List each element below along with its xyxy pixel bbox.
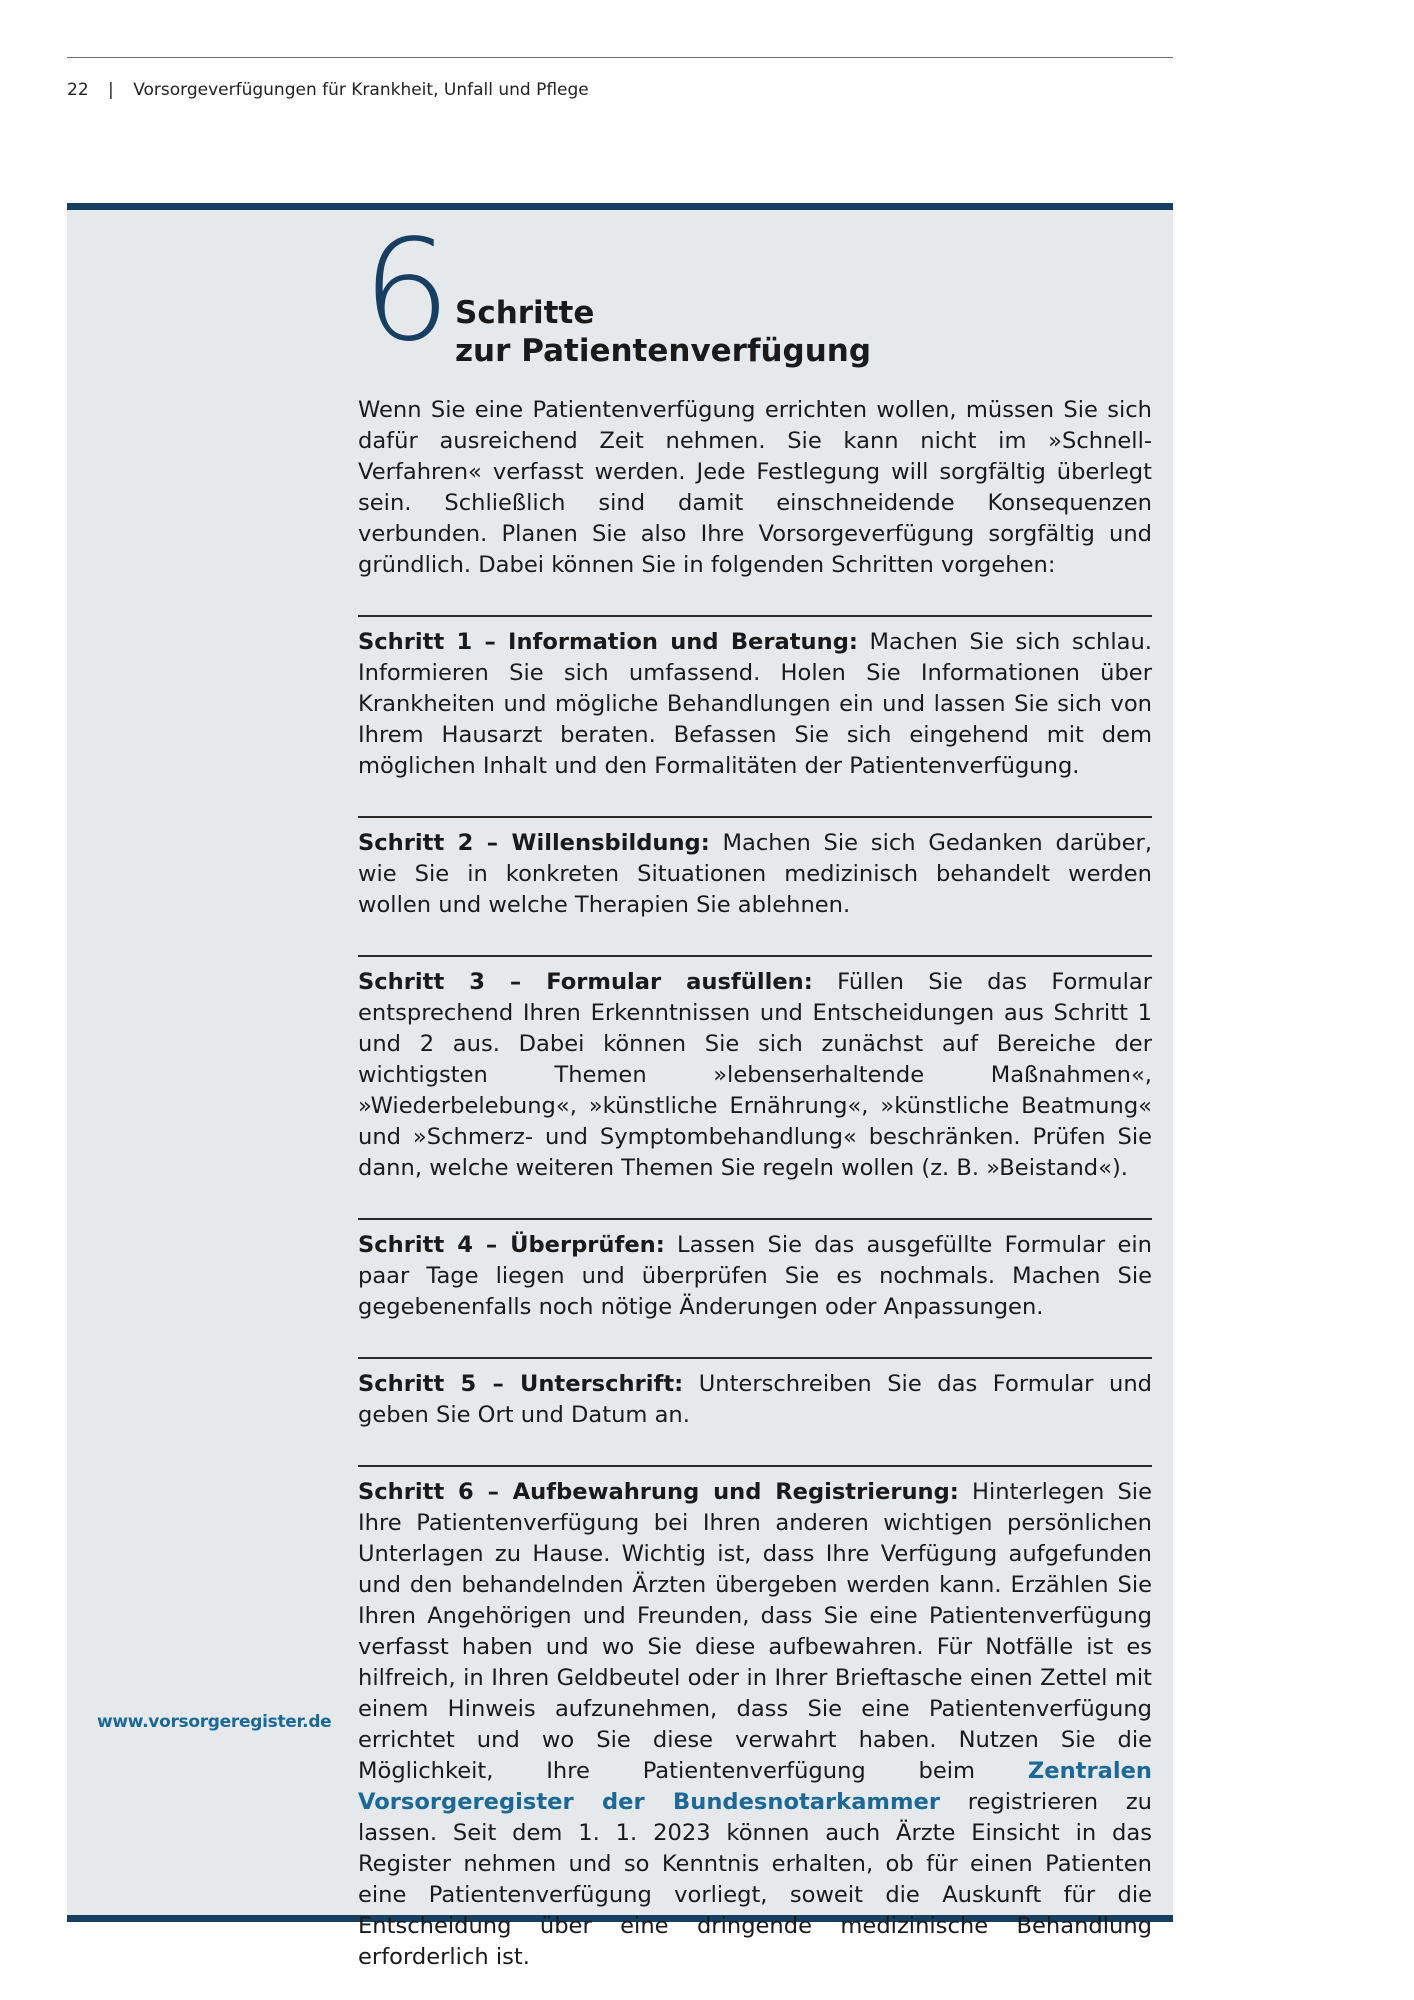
step-4-label: Schritt 4 – Überprüfen: <box>358 1232 665 1258</box>
step-2-text: Machen Sie sich Gedanken darüber, wie Sie in konkreten Situationen medizinisch behandelt werden wollen und welche Therapien Sie ablehnen. <box>358 830 1153 918</box>
box-heading <box>358 210 1152 373</box>
box-title-line1: Schritte <box>455 295 595 331</box>
step-6-text-after: registrieren zu lassen. Seit dem 1. 1. 2023 können auch Ärzte Einsicht in das Register nehmen und so Kenntnis erhalten, ob für einen Patienten eine Patientenverfügung vorliegt, soweit die Auskunft für die Entscheidung über eine dringende medizinische Behandlung erforderlich ist. <box>358 1789 1153 1970</box>
step-4-text: Lassen Sie das ausgefüllte Formular ein paar Tage liegen und überprüfen Sie es nochmals. Machen Sie gegebenenfalls noch nötige Änderungen oder Anpassungen. <box>358 1232 1152 1320</box>
running-header <box>67 80 589 100</box>
step-4 <box>358 1218 1152 1323</box>
margin-link-vorsorgeregister[interactable]: www.vorsorgeregister.de <box>97 1712 332 1732</box>
step-5-label: Schritt 5 – Unterschrift: <box>358 1371 684 1397</box>
step-1-text: Machen Sie sich schlau. Informieren Sie sich umfassend. Holen Sie Informationen über Krankheiten und mögliche Behandlungen ein und lassen Sie sich von Ihrem Hausarzt beraten. Befassen Sie sich eingehend mit dem möglichen Inhalt und den Formalitäten der Patientenverfügung. <box>358 629 1152 779</box>
step-5 <box>358 1357 1152 1431</box>
step-2-label: Schritt 2 – Willensbildung: <box>358 830 710 856</box>
running-title: Vorsorgeverfügungen für Krankheit, Unfall und Pflege <box>133 80 589 100</box>
step-6 <box>358 1465 1152 1973</box>
intro-paragraph: Wenn Sie eine Patientenverfügung errichten wollen, müssen Sie sich dafür ausreichend Zeit nehmen. Sie kann nicht im »Schnell-Verfahren« verfasst werden. Jede Festlegung will sorgfältig überlegt sein. Schließlich sind damit einschneidende Konsequenzen verbunden. Planen Sie also Ihre Vorsorgeverfügung sorgfältig und gründlich. Dabei können Sie in folgenden Schritten vorgehen: <box>358 397 1152 578</box>
box-title-line2: zur Patientenverfügung <box>455 333 872 369</box>
step-5-text: Unterschreiben Sie das Formular und geben Sie Ort und Datum an. <box>358 1371 1152 1428</box>
step-1-label: Schritt 1 – Information und Beratung: <box>358 629 858 655</box>
step-3 <box>358 955 1152 1184</box>
header-separator: | <box>108 80 114 100</box>
step-3-text: Füllen Sie das Formular entsprechend Ihren Erkenntnissen und Entscheidungen aus Schritt 1 und 2 aus. Dabei können Sie sich zunächst auf Bereiche der wichtigsten Themen »lebenserhaltende Maßnahmen«, »Wiederbelebung«, »künstliche Ernährung«, »künstliche Beatmung« und »Schmerz- und Symptombehandlung« beschränken. Prüfen Sie dann, welche weiteren Themen Sie regeln wollen (z. B. »Beistand«). <box>358 969 1152 1181</box>
step-6-label: Schritt 6 – Aufbewahrung und Registrierung: <box>358 1479 959 1505</box>
big-number: 6 <box>362 210 452 373</box>
step-2 <box>358 816 1152 921</box>
page-number: 22 <box>67 80 89 100</box>
top-rule <box>67 57 1173 58</box>
step-3-label: Schritt 3 – Formular ausfüllen: <box>358 969 813 995</box>
register-link[interactable]: Zentralen Vorsorgeregister der Bundesnotarkammer <box>358 1758 1152 1815</box>
box-title <box>455 294 871 370</box>
box-content <box>358 210 1153 1973</box>
step-1 <box>358 615 1152 782</box>
step-6-text-before: Hinterlegen Sie Ihre Patientenverfügung bei Ihren anderen wichtigen persönlichen Unterlagen zu Hause. Wichtig ist, dass Ihre Verfügung aufgefunden und den behandelnden Ärzten übergeben werden kann. Erzählen Sie Ihren Angehörigen und Freunden, dass Sie eine Patientenverfügung verfasst haben und wo Sie diese aufbewahren. Für Notfälle ist es hilfreich, in Ihren Geldbeutel oder in Ihrer Brieftasche einen Zettel mit einem Hinweis aufzunehmen, dass Sie eine Patientenverfügung errichtet und wo Sie diese verwahrt haben. Nutzen Sie die Möglichkeit, Ihre Patientenverfügung beim <box>358 1479 1152 1784</box>
